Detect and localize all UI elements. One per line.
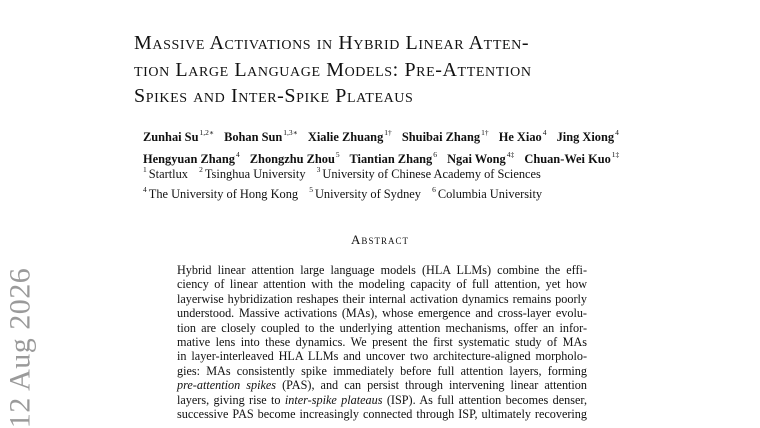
abstract-line: gies: MAs consistently spike immediately before full attention layers, forming: [177, 363, 587, 378]
abstract-line: successive PAS become increasingly connected through ISP, ultimately recovering: [177, 407, 587, 422]
arxiv-side-stamp: [2, 267, 38, 428]
author: Shuibai Zhang$^{1\dagger}$: [401, 128, 489, 144]
affiliation-list: [143, 162, 643, 202]
affiliation: $^5$ University of Sydney: [309, 185, 421, 201]
abstract-line: layerwise hybridization reshapes their internal activation dynamics remains poorly: [177, 291, 587, 306]
author: Jing Xiong$^4$: [556, 128, 619, 144]
author: Xialie Zhuang$^{1\dagger}$: [307, 128, 392, 144]
title-line: tion Large Language Models: Pre-Attention: [134, 58, 532, 81]
abstract-line: Hybrid linear attention large language models (HLA LLMs) combine the effi-: [177, 263, 587, 277]
paper-title: [134, 30, 654, 110]
author: He Xiao$^4$: [498, 128, 547, 144]
author: Chuan-Wei Kuo$^{1\ddagger}$: [524, 150, 620, 166]
affiliation-line: [143, 162, 643, 182]
affiliation: $^2$ Tsinghua University: [199, 165, 306, 181]
author: Hengyuan Zhang$^4$: [143, 150, 240, 166]
abstract-body: [177, 263, 587, 421]
abstract-line: understood. Massive activations (MAs), whose emergence and cross-layer evolu-: [177, 306, 587, 321]
abstract-line: ciency of linear attention with the modeling capacity of full attention, yet how: [177, 277, 587, 292]
author: Zhongzhu Zhou$^5$: [249, 150, 340, 166]
author-line: [143, 124, 643, 146]
affiliation: $^4$ The University of Hong Kong: [143, 185, 299, 201]
author: Tiantian Zhang$^6$: [349, 150, 437, 166]
term-isp: inter-spike plateaus: [284, 392, 383, 407]
abstract-line: in layer-interleaved HLA LLMs and uncover two architecture-aligned morpholo-: [177, 349, 587, 364]
stamp-date: 12 Aug 2026: [3, 267, 37, 428]
abstract-line: pre-attention spikes (PAS), and can persist through intervening linear attention: [177, 378, 587, 393]
affiliation: $^6$ Columbia University: [432, 185, 543, 201]
affiliation: $^1$ Startlux: [143, 165, 188, 181]
author: Zunhai $Su^{1,2∗}$: [143, 128, 214, 144]
abstract-heading: Abstract: [351, 232, 409, 247]
title-line: Massive Activations in Hybrid Linear Atten-: [134, 32, 530, 54]
author: Bohan Sun$^{1,3∗}$: [224, 128, 298, 144]
title-line: Spikes and Inter-Spike Plateaus: [134, 85, 414, 107]
affiliation: $^3$ University of Chinese Academy of Sciences: [316, 165, 541, 181]
term-pas: pre-attention spikes: [177, 378, 277, 393]
author: Ngai Wong$^{4\ddagger}$: [447, 150, 515, 166]
abstract-line: layers, giving rise to inter-spike plateaus (ISP). As full attention becomes denser,: [177, 392, 587, 407]
abstract-line: tion are closely coupled to the underlying attention mechanisms, offer an infor-: [177, 320, 587, 335]
affiliation-line: [143, 182, 643, 202]
abstract-line: mative lens into these dynamics. We present the first systematic study of MAs: [177, 335, 587, 350]
